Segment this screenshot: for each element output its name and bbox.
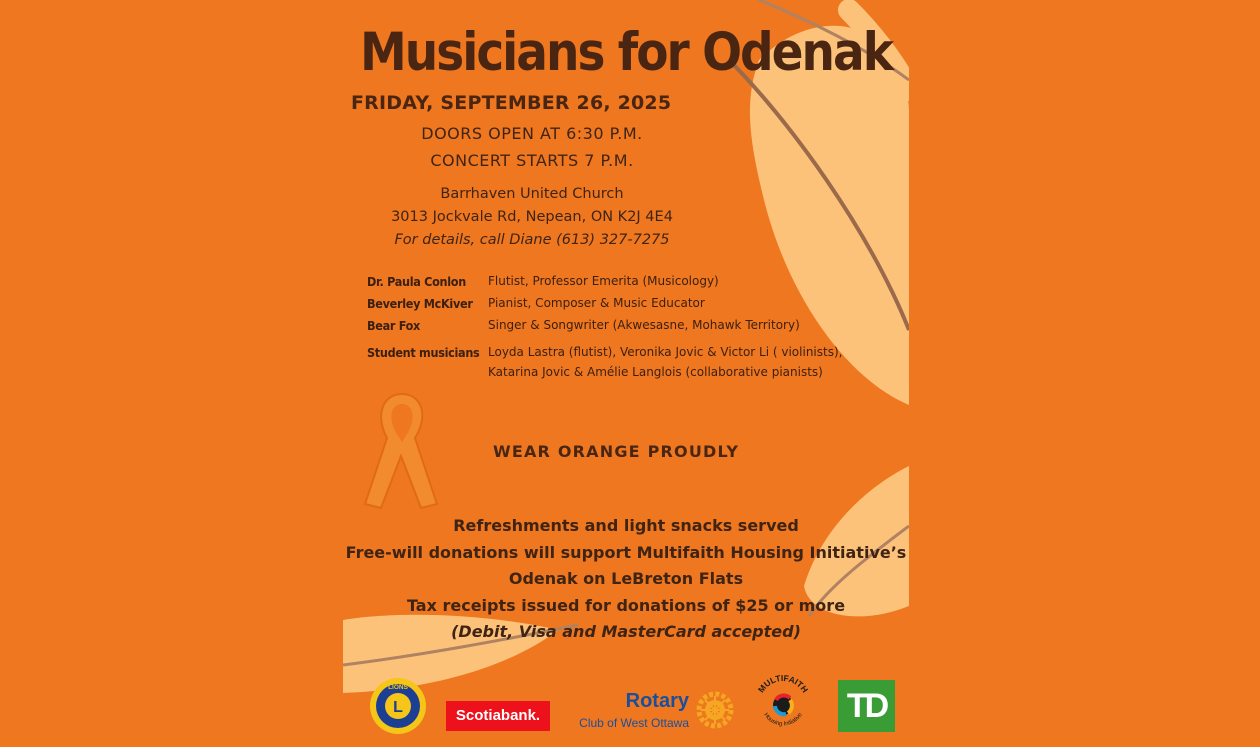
event-date: FRIDAY, SEPTEMBER 26, 2025 xyxy=(351,92,672,114)
lions-club-logo xyxy=(368,676,428,736)
doors-open-time: DOORS OPEN AT 6:30 P.M. xyxy=(421,124,643,143)
performer-role-continued: Katarina Jovic & Amélie Langlois (collaborative pianists) xyxy=(488,365,823,379)
rotary-logo xyxy=(565,690,740,736)
contact-details: For details, call Diane (613) 327-7275 xyxy=(394,232,670,248)
rotary-logo-text: Rotary xyxy=(625,690,689,712)
performer-role: Flutist, Professor Emerita (Musicology) xyxy=(488,274,719,288)
concert-start-time: CONCERT STARTS 7 P.M. xyxy=(430,151,634,170)
performer-name: Dr. Paula Conlon xyxy=(367,274,466,289)
performer-name: Bear Fox xyxy=(367,318,421,333)
performer-role: Pianist, Composer & Music Educator xyxy=(488,296,705,310)
rotary-club-name: Club of West Ottawa xyxy=(579,716,689,730)
performer-name: Student musicians xyxy=(367,345,480,360)
svg-text:MULTIFAITH: MULTIFAITH xyxy=(755,672,811,695)
event-title: Musicians for Odenak xyxy=(360,22,892,84)
donations-text: Free-will donations will support Multifaith Housing Initiative’s xyxy=(345,542,907,562)
svg-text:Housing Initiative: Housing Initiative xyxy=(762,712,804,728)
scotiabank-logo-text: Scotiabank. xyxy=(455,707,541,724)
td-logo xyxy=(838,680,895,732)
sponsor-logos xyxy=(343,672,909,736)
venue-address: 3013 Jockvale Rd, Nepean, ON K2J 4E4 xyxy=(391,209,673,225)
event-poster xyxy=(343,0,909,747)
refreshments-text: Refreshments and light snacks served xyxy=(453,516,799,535)
rotary-wheel-icon xyxy=(695,690,735,730)
svg-text:L: L xyxy=(393,699,403,716)
wear-orange-slogan: WEAR ORANGE PROUDLY xyxy=(493,442,740,461)
event-info-block xyxy=(343,513,909,646)
odenak-text: Odenak on LeBreton Flats xyxy=(508,569,744,589)
scotiabank-logo xyxy=(446,701,550,731)
performer-role: Singer & Songwriter (Akwesasne, Mohawk Territory) xyxy=(488,318,800,332)
tax-receipts-text: Tax receipts issued for donations of $25 or more xyxy=(406,595,846,615)
multifaith-logo xyxy=(748,670,818,736)
lions-logo-text: LIONS xyxy=(388,684,408,691)
performer-name: Beverley McKiver xyxy=(367,296,473,311)
orange-ribbon-icon xyxy=(357,386,447,512)
performer-role: Loyda Lastra (flutist), Veronika Jovic & Victor Li ( violinists), xyxy=(488,345,843,359)
td-logo-text: TD xyxy=(846,687,887,725)
venue-name: Barrhaven United Church xyxy=(440,186,624,202)
payment-methods-text: (Debit, Visa and MasterCard accepted) xyxy=(451,622,801,642)
